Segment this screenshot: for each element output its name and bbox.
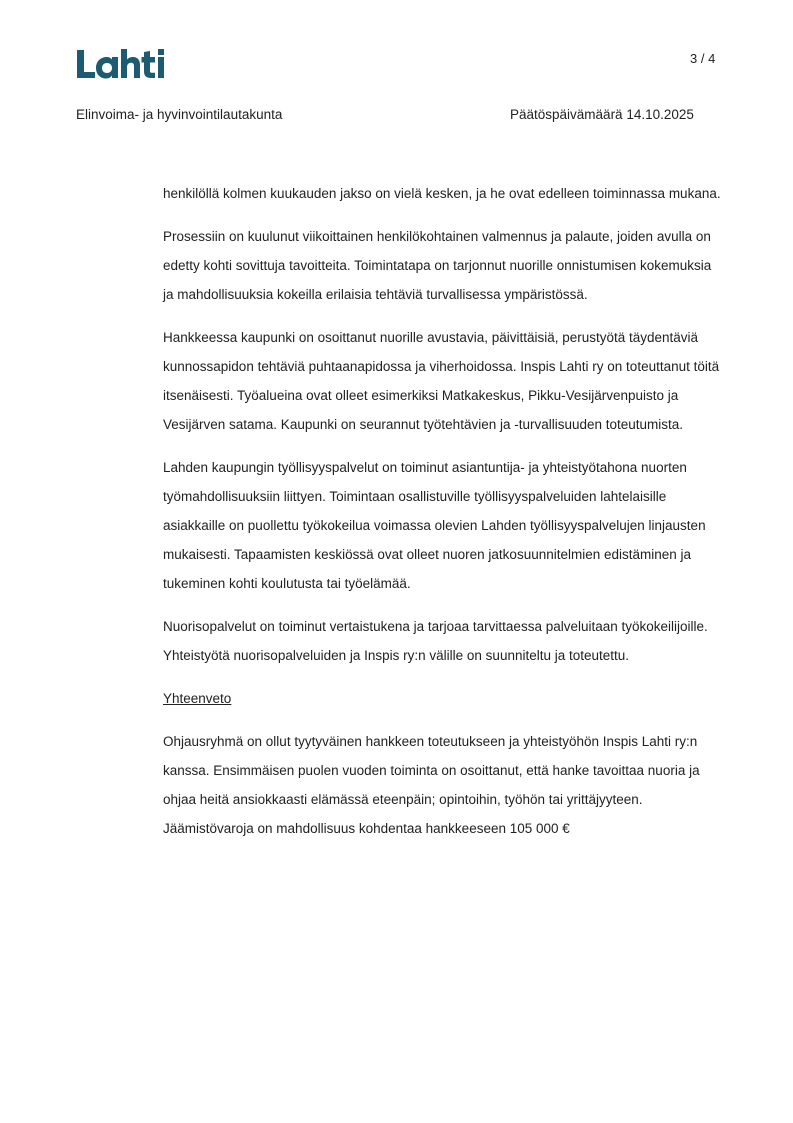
paragraph: Hankkeessa kaupunki on osoittanut nuorille avustavia, päivittäisiä, perustyötä täydentäviä kunnossapidon tehtäviä puhtaanapidossa ja viherhoidossa. Inspis Lahti ry on toteuttanut töitä itsenäisesti. Työalueina ovat olleet esimerkiksi Matkakeskus, Pikku-Vesijärvenpuisto ja Vesijärven satama. Kaupunki on seurannut työtehtävien ja -turvallisuuden toteutumista. <box>163 330 720 432</box>
decision-date: Päätöspäivämäärä 14.10.2025 <box>510 107 694 122</box>
committee-name: Elinvoima- ja hyvinvointilautakunta <box>76 107 283 122</box>
summary-heading: Yhteenveto <box>163 691 232 706</box>
lahti-logo-mark <box>76 47 168 83</box>
document-body <box>163 179 723 857</box>
paragraph: Nuorisopalvelut on toiminut vertaistukena ja tarjoaa tarvittaessa palveluitaan työkokeilijoille. Yhteistyötä nuorisopalveluiden ja Inspis ry:n välille on suunniteltu ja toteutettu. <box>163 619 708 663</box>
lahti-logo <box>76 47 168 83</box>
paragraph: Prosessiin on kuulunut viikoittainen henkilökohtainen valmennus ja palaute, joiden avulla on edetty kohti sovittuja tavoitteita. Toimintatapa on tarjonnut nuorille onnistumisen kokemuksia ja mahdollisuuksia kokeilla erilaisia tehtäviä turvallisessa ympäristössä. <box>163 229 712 302</box>
summary-paragraph: Ohjausryhmä on ollut tyytyväinen hankkeen toteutukseen ja yhteistyöhön Inspis Lahti ry:n kanssa. Ensimmäisen puolen vuoden toiminta on osoittanut, että hanke tavoittaa nuoria ja ohjaa heitä ansiokkaasti elämässä eteenpäin; opintoihin, työhön tai yrittäjyyteen. Jäämistövaroja on mahdollisuus kohdentaa hankkeeseen 105 000 € <box>163 734 700 836</box>
paragraph: henkilöllä kolmen kuukauden jakso on vielä kesken, ja he ovat edelleen toiminnassa mukana. <box>163 186 721 201</box>
paragraph: Lahden kaupungin työllisyyspalvelut on toiminut asiantuntija- ja yhteistyötahona nuorten työmahdollisuuksiin liittyen. Toimintaan osallistuville työllisyyspalveluiden lahtelaisille asiakkaille on puollettu työkokeilua voimassa olevien Lahden työllisyyspalvelujen linjausten mukaisesti. Tapaamisten keskiössä ovat olleet nuoren jatkosuunnitelmien edistäminen ja tukeminen kohti koulutusta tai työelämää. <box>163 460 706 591</box>
page-number: 3 / 4 <box>690 51 716 66</box>
